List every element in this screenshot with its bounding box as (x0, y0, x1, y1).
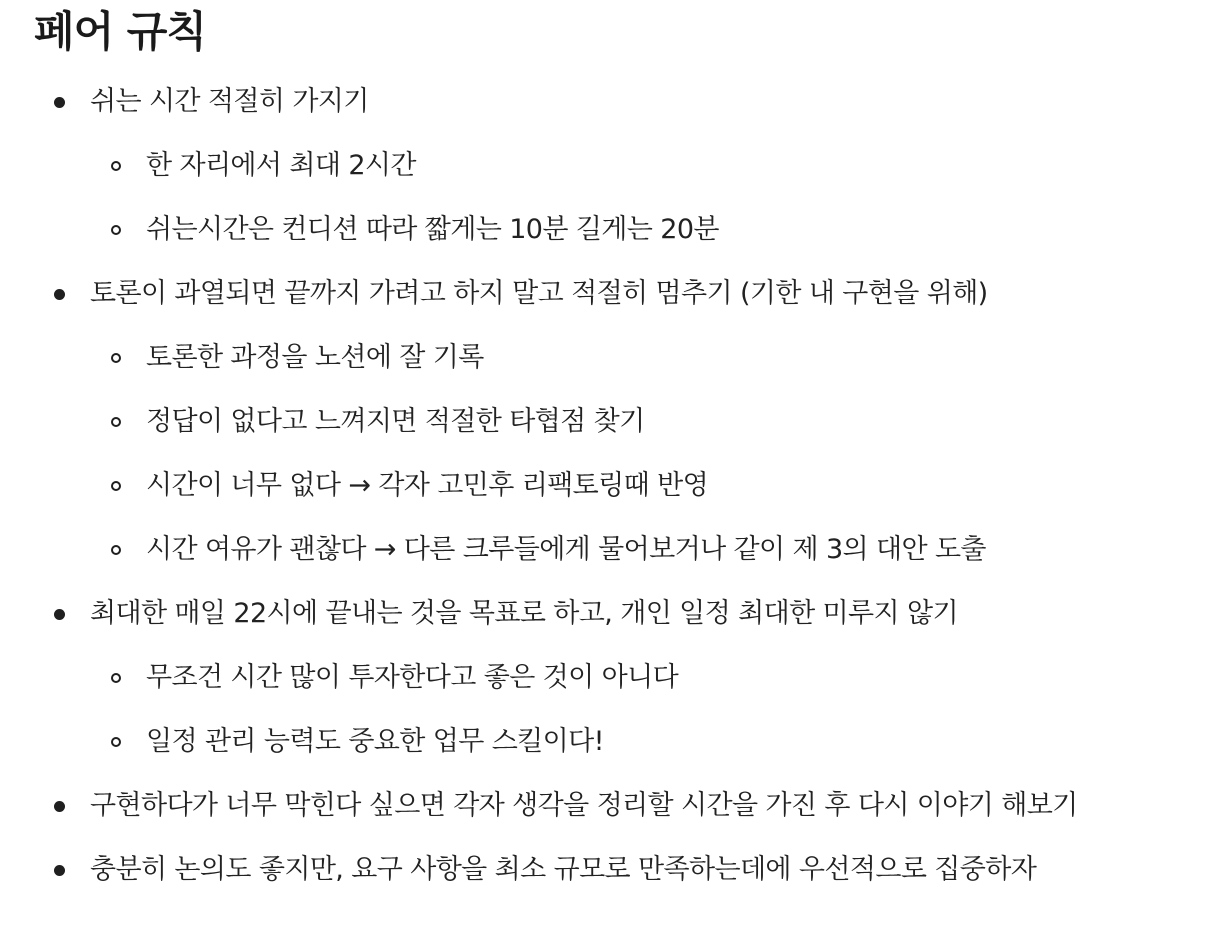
list-item (0, 710, 1216, 774)
bullet-hollow-icon (111, 673, 121, 683)
bullet-hollow-icon (111, 481, 121, 491)
list-item-text: 한 자리에서 최대 2시간 (146, 150, 416, 181)
bullet-filled-icon (54, 865, 65, 876)
bullet-hollow-icon (111, 225, 121, 235)
bullet-hollow-icon (111, 545, 121, 555)
list-item-text: 구현하다가 너무 막힌다 싶으면 각자 생각을 정리할 시간을 가진 후 다시 이야기 해보기 (90, 790, 1078, 821)
list-item (0, 454, 1216, 518)
list-item-text: 최대한 매일 22시에 끝내는 것을 목표로 하고, 개인 일정 최대한 미루지 않기 (90, 598, 958, 629)
bullet-filled-icon (54, 609, 65, 620)
list-item (0, 326, 1216, 390)
list-item (0, 838, 1216, 902)
list-item (0, 518, 1216, 582)
list-item-text: 충분히 논의도 좋지만, 요구 사항을 최소 규모로 만족하는데에 우선적으로 집중하자 (90, 854, 1037, 885)
bullet-hollow-icon (111, 737, 121, 747)
list-item-text: 토론이 과열되면 끝까지 가려고 하지 말고 적절히 멈추기 (기한 내 구현을 위해) (90, 278, 988, 309)
rules-list (0, 70, 1216, 902)
list-item-text: 쉬는 시간 적절히 가지기 (90, 86, 369, 117)
list-item (0, 390, 1216, 454)
list-item-text: 정답이 없다고 느껴지면 적절한 타협점 찾기 (146, 406, 645, 437)
page-title: 페어 규칙 (34, 7, 206, 56)
bullet-hollow-icon (111, 161, 121, 171)
list-item-text: 일정 관리 능력도 중요한 업무 스킬이다! (146, 726, 604, 757)
bullet-filled-icon (54, 97, 65, 108)
list-item (0, 134, 1216, 198)
list-item-text: 시간 여유가 괜찮다 → 다른 크루들에게 물어보거나 같이 제 3의 대안 도출 (146, 534, 986, 565)
list-item-text: 무조건 시간 많이 투자한다고 좋은 것이 아니다 (146, 662, 679, 693)
list-item-text: 시간이 너무 없다 → 각자 고민후 리팩토링때 반영 (146, 470, 709, 501)
bullet-hollow-icon (111, 353, 121, 363)
list-item (0, 262, 1216, 326)
list-item-text: 토론한 과정을 노션에 잘 기록 (146, 342, 484, 373)
list-item (0, 198, 1216, 262)
list-item (0, 646, 1216, 710)
list-item (0, 774, 1216, 838)
list-item-text: 쉬는시간은 컨디션 따라 짧게는 10분 길게는 20분 (146, 214, 719, 245)
list-item (0, 70, 1216, 134)
bullet-filled-icon (54, 289, 65, 300)
bullet-filled-icon (54, 801, 65, 812)
list-item (0, 582, 1216, 646)
bullet-hollow-icon (111, 417, 121, 427)
